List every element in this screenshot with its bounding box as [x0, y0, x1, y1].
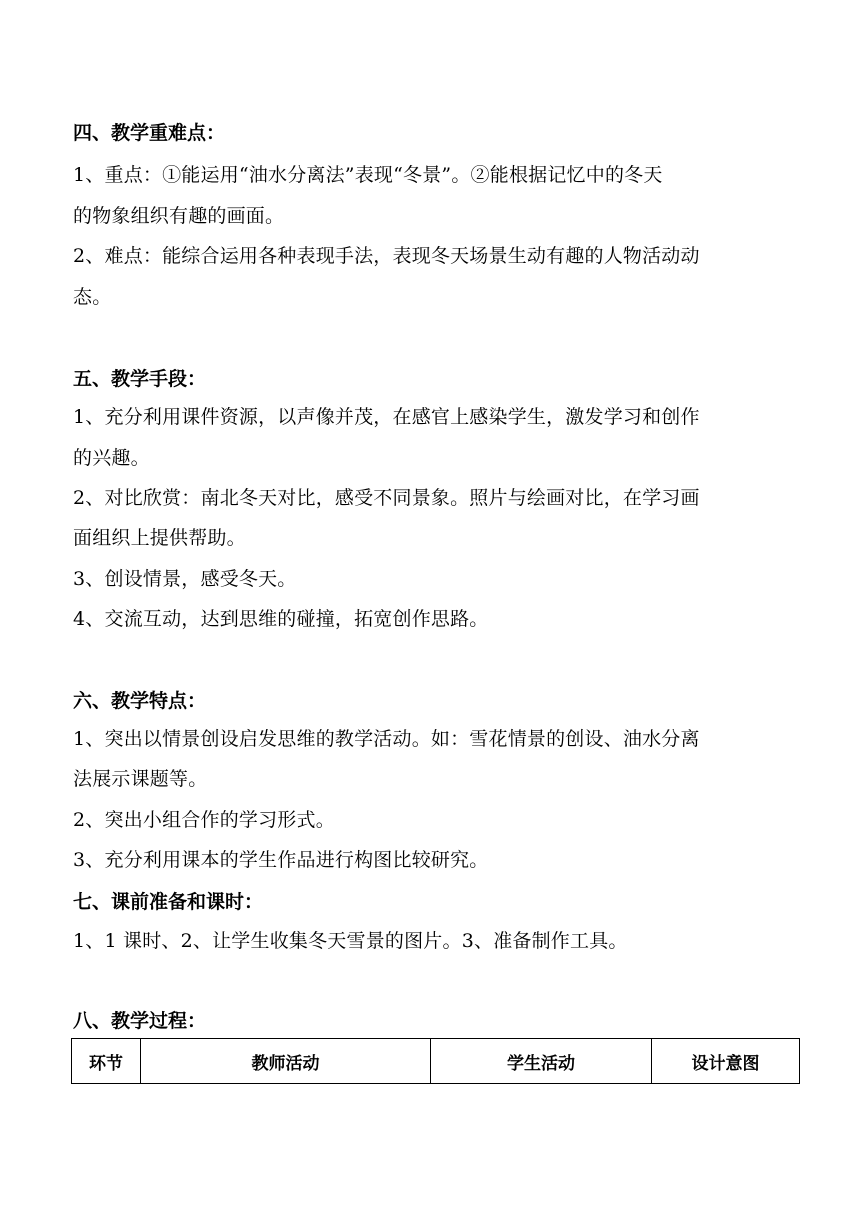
column-header-teacher-activity: 教师活动	[141, 1039, 431, 1084]
section-6-line-3: 2、突出小组合作的学习形式。	[73, 809, 335, 831]
section-5-line-1: 1、充分利用课件资源，以声像并茂，在感官上感染学生，激发学习和创作	[73, 406, 700, 428]
section-5-heading: 五、教学手段：	[73, 368, 207, 390]
section-4-heading: 四、教学重难点：	[73, 122, 226, 144]
section-5-line-4: 面组织上提供帮助。	[73, 527, 246, 549]
section-8-heading: 八、教学过程：	[73, 1010, 207, 1032]
column-header-stage: 环节	[72, 1039, 141, 1084]
section-6-line-1: 1、突出以情景创设启发思维的教学活动。如：雪花情景的创设、油水分离	[73, 728, 700, 750]
section-5-line-3: 2、对比欣赏：南北冬天对比，感受不同景象。照片与绘画对比，在学习画	[73, 487, 700, 509]
section-6-heading: 六、教学特点：	[73, 690, 207, 712]
column-header-design-intent: 设计意图	[652, 1039, 800, 1084]
teaching-process-table	[71, 1038, 800, 1084]
section-4-line-3: 2、难点：能综合运用各种表现手法，表现冬天场景生动有趣的人物活动动	[73, 245, 700, 267]
section-4-line-1: 1、重点：①能运用“油水分离法”表现“冬景”。②能根据记忆中的冬天	[73, 164, 663, 186]
section-7-heading: 七、课前准备和课时：	[73, 891, 264, 913]
section-4-line-4: 态。	[73, 286, 112, 308]
section-5-line-5: 3、创设情景，感受冬天。	[73, 568, 297, 590]
section-6-line-2: 法展示课题等。	[73, 768, 208, 790]
column-header-student-activity: 学生活动	[431, 1039, 652, 1084]
section-6-line-4: 3、充分利用课本的学生作品进行构图比较研究。	[73, 849, 489, 871]
section-7-line-1: 1、1 课时、2、让学生收集冬天雪景的图片。3、准备制作工具。	[73, 930, 628, 952]
section-5-line-6: 4、交流互动，达到思维的碰撞，拓宽创作思路。	[73, 608, 489, 630]
table-header-row	[72, 1039, 800, 1084]
section-5-line-2: 的兴趣。	[73, 447, 150, 469]
section-4-line-2: 的物象组织有趣的画面。	[73, 205, 285, 227]
